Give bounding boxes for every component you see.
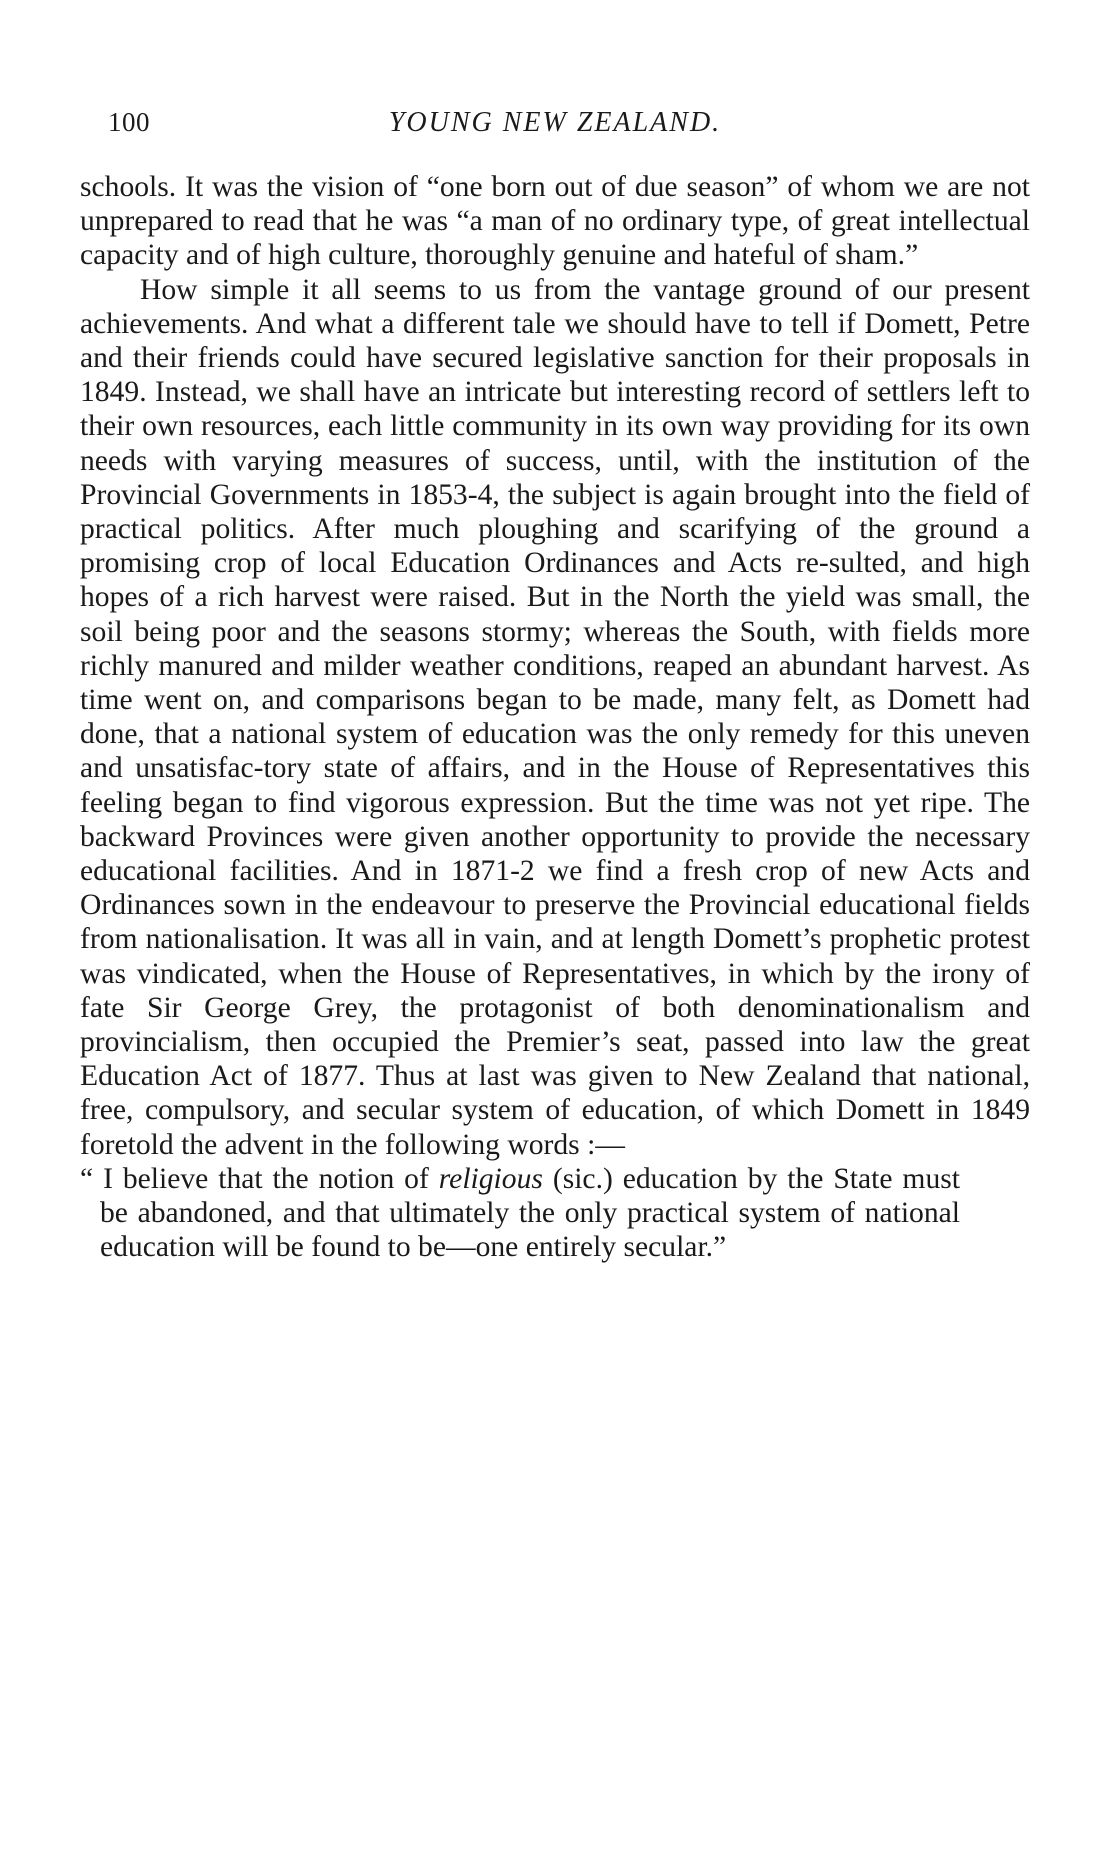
running-title: YOUNG NEW ZEALAND. [388,107,722,138]
page-number: 100 [108,107,150,137]
quote-text-start: “ I believe that the notion of [80,1162,439,1195]
running-head [80,107,1030,147]
quote-emphasis: religious [438,1162,543,1195]
block-quote [80,1162,960,1265]
paragraph-continued: schools. It was the vision of “one born out of due season” of whom we are not unprepared to read that he was “a man of no ordinary type, of great intellectual capacity and of high culture, thoroughly genuine and hateful of sham.” [80,171,1030,272]
quote-text-end: (sic.) education by the State must be abandoned, and that ultimately the only practical system of national education will be found to be—one entirely secular.” [100,1162,960,1264]
paragraph: How simple it all seems to us from the vantage ground of our present achievements. And what a different tale we should have to tell if Domett, Petre and their friends could have secured legislative sanction for their proposals in 1849. Instead, we shall have an intricate but interesting record of settlers left to their own resources, each little community in its own way providing for its own needs with varying measures of success, until, with the institution of the Provincial Governments in 1853-4, the subject is again brought into the field of practical politics. After much ploughing and scarifying of the ground a promising crop of local Education Ordinances and Acts re-sulted, and high hopes of a rich harvest were raised. But in the North the yield was small, the soil being poor and the seasons stormy; whereas the South, with fields more richly manured and milder weather conditions, reaped an abundant harvest. As time went on, and comparisons began to be made, many felt, as Domett had done, that a national system of education was the only remedy for this uneven and unsatisfac-tory state of affairs, and in the House of Representatives this feeling began to find vigorous expression. But the time was not yet ripe. The backward Provinces were given another opportunity to provide the necessary educational facilities. And in 1871-2 we find a fresh crop of new Acts and Ordinances sown in the endeavour to preserve the Provincial educational fields from nationalisation. It was all in vain, and at length Domett’s prophetic protest was vindicated, when the House of Representatives, in which by the irony of fate Sir George Grey, the protagonist of both denominationalism and provincialism, then occupied the Premier’s seat, passed into law the great Education Act of 1877. Thus at last was given to New Zealand that national, free, compulsory, and secular system of education, of which Domett in 1849 foretold the advent in the following words :— [80,273,1030,1161]
body-text [80,170,1030,1265]
